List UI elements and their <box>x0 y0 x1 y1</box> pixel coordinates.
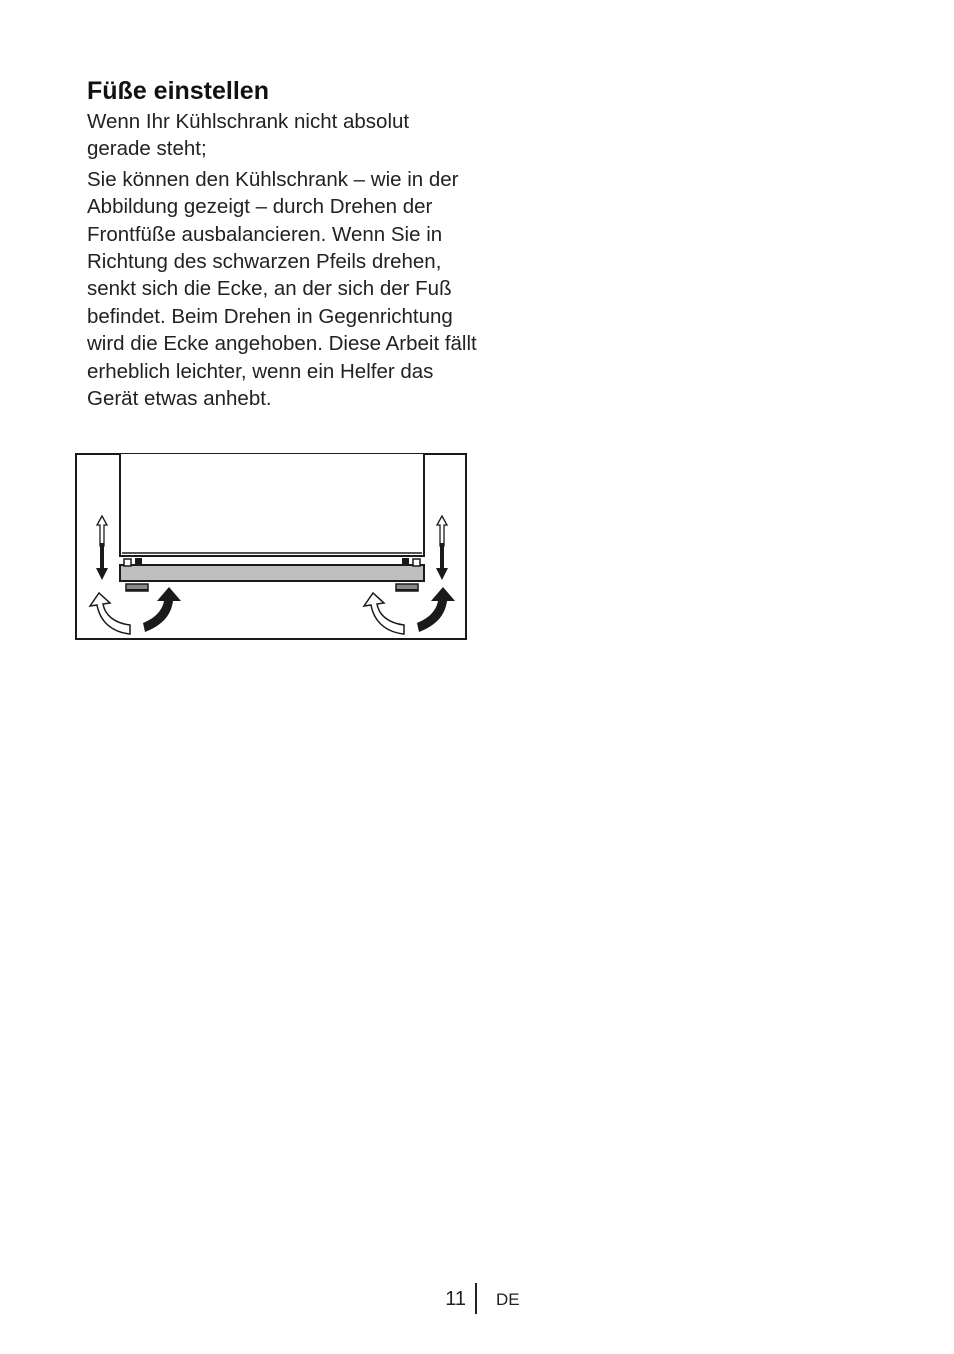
intro-paragraph: Wenn Ihr Kühlschrank nicht absolut gerade steht; <box>87 110 410 161</box>
page-number: 11 <box>445 1288 466 1310</box>
base-plinth-icon <box>120 565 424 581</box>
adjustable-foot-left-icon <box>126 584 148 591</box>
adjustable-foot-right-icon <box>396 584 418 591</box>
footer-divider <box>475 1283 477 1314</box>
leveling-illustration <box>75 453 467 640</box>
language-code: DE <box>496 1290 520 1309</box>
page-footer <box>0 1283 954 1315</box>
fridge-outline-icon <box>120 454 424 556</box>
section-heading: Füße einstellen <box>87 77 269 105</box>
body-paragraph: Sie können den Kühlschrank – wie in der Abbildung gezeigt – durch Drehen der Frontfüße ausbalancieren. Wenn Sie in Richtung des schwarzen Pfeils drehen, senkt sich die Ecke, an der sich der Fuß befindet. Beim Drehen in Gegenrichtung wird die Ecke angehoben. Diese Arbeit fällt erheblich leichter, wenn ein Helfer das Gerät etwas anhebt. <box>87 167 477 411</box>
feet-adjustment-section <box>87 74 477 412</box>
